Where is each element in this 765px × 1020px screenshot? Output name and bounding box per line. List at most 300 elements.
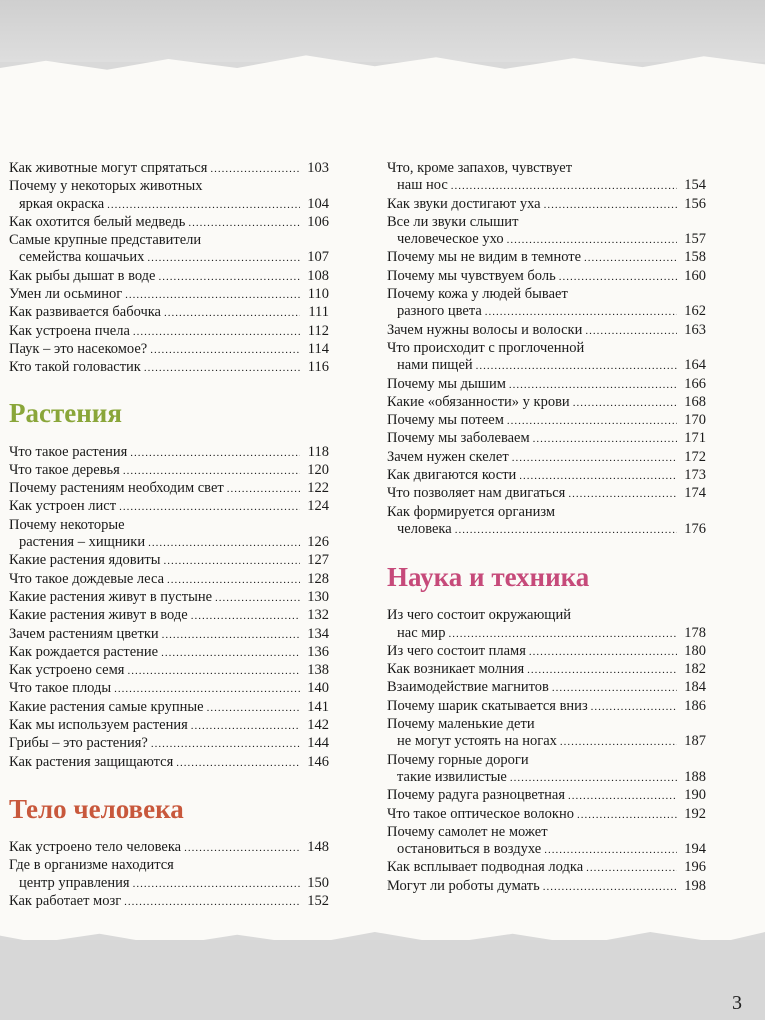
dot-leader <box>176 754 300 772</box>
dot-leader <box>586 859 677 877</box>
dot-leader <box>191 607 300 625</box>
toc-entry[interactable] <box>9 341 329 359</box>
toc-entry-page: 194 <box>684 841 706 858</box>
toc-entry-page: 198 <box>684 877 706 894</box>
toc-entry-title: центр управления <box>19 874 130 891</box>
dot-leader <box>507 412 677 430</box>
dot-leader <box>210 160 300 178</box>
toc-group-plants <box>9 444 329 772</box>
toc-entry[interactable] <box>387 787 706 805</box>
toc-left-column <box>9 160 329 911</box>
toc-entry-page: 116 <box>307 359 329 376</box>
toc-entry-title-line: Где в организме находится <box>9 857 174 874</box>
toc-entry-title: Зачем растениям цветки <box>9 625 159 642</box>
toc-entry-page: 118 <box>307 443 329 460</box>
dot-leader <box>507 231 677 249</box>
toc-entry[interactable] <box>9 754 329 772</box>
toc-entry-title: Как устроен лист <box>9 498 117 515</box>
toc-entry[interactable] <box>387 286 706 322</box>
dot-leader <box>159 268 301 286</box>
toc-entry-row <box>387 322 706 340</box>
toc-entry[interactable] <box>387 485 706 503</box>
toc-entry[interactable] <box>9 857 329 893</box>
dot-leader <box>162 626 300 644</box>
toc-entry-title-line: Как формируется организм <box>387 503 556 520</box>
dot-leader <box>119 498 300 516</box>
toc-entry-row <box>387 698 706 716</box>
toc-entry-row <box>9 534 329 552</box>
toc-entry-page: 148 <box>307 838 329 855</box>
toc-entry-title: Как возникает молния <box>387 661 525 678</box>
toc-entry-row <box>9 160 329 178</box>
toc-entry[interactable] <box>387 679 706 697</box>
toc-entry-title: Грибы – это растения? <box>9 735 148 752</box>
toc-entry-title: яркая окраска <box>19 195 105 212</box>
toc-entry-page: 106 <box>307 213 329 230</box>
dot-leader <box>509 376 677 394</box>
dot-leader <box>184 839 300 857</box>
dot-leader <box>150 341 300 359</box>
toc-entry-title-line: Почему кожа у людей бывает <box>387 286 568 303</box>
toc-entry-row <box>9 196 329 214</box>
dot-leader <box>455 521 677 539</box>
dot-leader <box>215 589 300 607</box>
toc-entry-page: 144 <box>307 735 329 752</box>
toc-entry-page: 162 <box>684 303 706 320</box>
toc-entry-title-line: Что происходит с проглоченной <box>387 339 585 356</box>
toc-entry[interactable] <box>9 699 329 717</box>
toc-entry-title: Зачем нужен скелет <box>387 448 509 465</box>
dot-leader <box>114 680 300 698</box>
toc-entry[interactable] <box>387 376 706 394</box>
dot-leader <box>188 214 300 232</box>
toc-entry-page: 103 <box>307 160 329 176</box>
toc-entry-row <box>9 754 329 772</box>
toc-entry[interactable] <box>387 661 706 679</box>
toc-entry[interactable] <box>9 214 329 232</box>
toc-entry-title: Как рождается растение <box>9 643 159 660</box>
toc-group-body-right <box>387 160 706 539</box>
toc-entry-title-line: Почему маленькие дети <box>387 716 535 733</box>
toc-entry-title: Почему мы потеем <box>387 412 504 429</box>
toc-entry-row <box>387 521 706 539</box>
section-heading-plants: Растения <box>9 397 122 428</box>
toc-entry-page: 111 <box>308 304 329 321</box>
toc-entry-page: 130 <box>307 588 329 605</box>
toc-entry-page: 132 <box>307 607 329 624</box>
dot-leader <box>577 806 677 824</box>
toc-entry[interactable] <box>9 735 329 753</box>
toc-entry-title: нас мир <box>397 624 446 641</box>
toc-entry[interactable] <box>387 196 706 214</box>
toc-entry-title-line: Самые крупные представители <box>9 232 202 249</box>
toc-entry-page: 160 <box>684 267 706 284</box>
toc-entry[interactable] <box>9 626 329 644</box>
toc-entry-title: Как охотится белый медведь <box>9 213 186 230</box>
dot-leader <box>485 303 677 321</box>
dot-leader <box>163 552 300 570</box>
toc-entry-title: человека <box>397 520 452 537</box>
toc-entry-title: Почему мы заболеваем <box>387 430 530 447</box>
toc-entry-title: Как устроена пчела <box>9 322 130 339</box>
toc-entry-title: человеческое ухо <box>397 231 504 248</box>
toc-entry[interactable] <box>9 607 329 625</box>
toc-entry[interactable] <box>387 752 706 788</box>
dot-leader <box>544 196 677 214</box>
toc-entry-page: 168 <box>684 393 706 410</box>
toc-entry-page: 176 <box>684 520 706 537</box>
dot-leader <box>568 485 677 503</box>
toc-entry-row <box>387 859 706 877</box>
toc-entry-title: Как двигаются кости <box>387 467 517 484</box>
toc-entry-row <box>387 806 706 824</box>
toc-entry-row <box>9 480 329 498</box>
toc-entry-title-line: Из чего состоит окружающий <box>387 607 571 624</box>
toc-entry[interactable] <box>387 214 706 250</box>
toc-entry-page: 127 <box>307 552 329 569</box>
toc-entry[interactable] <box>9 662 329 680</box>
toc-entry-row <box>387 268 706 286</box>
toc-entry-title: Почему мы чувствуем боль <box>387 267 556 284</box>
bottom-background <box>0 940 765 1020</box>
toc-entry-row <box>387 449 706 467</box>
toc-entry-row <box>9 268 329 286</box>
toc-entry[interactable] <box>387 249 706 267</box>
toc-entry-title: Как рыбы дышат в воде <box>9 267 156 284</box>
toc-entry-row <box>387 679 706 697</box>
toc-entry-page: 172 <box>684 448 706 465</box>
toc-entry[interactable] <box>9 286 329 304</box>
toc-entry-row <box>9 644 329 662</box>
toc-entry-page: 136 <box>307 643 329 660</box>
toc-entry-page: 158 <box>684 249 706 266</box>
toc-entry[interactable] <box>9 232 329 268</box>
toc-entry[interactable] <box>387 160 706 196</box>
toc-entry-page: 187 <box>684 733 706 750</box>
toc-entry[interactable] <box>9 680 329 698</box>
toc-entry-title: Как устроено тело человека <box>9 838 182 855</box>
toc-entry-row <box>9 214 329 232</box>
toc-entry-title: Как растения защищаются <box>9 753 174 770</box>
toc-entry-page: 146 <box>307 753 329 770</box>
toc-entry-title: Зачем нужны волосы и волоски <box>387 321 583 338</box>
toc-entry-page: 134 <box>307 625 329 642</box>
toc-entry-page: 178 <box>684 624 706 641</box>
toc-entry-title: Какие растения живут в воде <box>9 607 188 624</box>
toc-entry-title: Как животные могут спрятаться <box>9 160 208 176</box>
toc-entry-title-line: Почему у некоторых животных <box>9 178 203 195</box>
dot-leader <box>191 717 300 735</box>
dot-leader <box>451 177 677 195</box>
toc-entry-title: Что такое оптическое волокно <box>387 805 574 822</box>
toc-entry-title: Как звуки достигают уха <box>387 195 541 212</box>
toc-group-animals <box>9 160 329 378</box>
toc-entry-row <box>9 249 329 267</box>
toc-entry[interactable] <box>9 498 329 516</box>
toc-entry-title: Как развивается бабочка <box>9 304 161 321</box>
toc-entry-title: Из чего состоит пламя <box>387 642 526 659</box>
toc-entry-row <box>9 735 329 753</box>
toc-entry[interactable] <box>387 806 706 824</box>
dot-leader <box>133 875 300 893</box>
toc-entry-page: 112 <box>307 322 329 339</box>
section-heading-human-body: Тело человека <box>9 793 184 824</box>
toc-entry-row <box>387 231 706 249</box>
toc-entry-row <box>9 626 329 644</box>
toc-entry-page: 174 <box>684 485 706 502</box>
toc-entry-title: Что такое деревья <box>9 461 120 478</box>
toc-entry-title: Почему шарик скатывается вниз <box>387 697 588 714</box>
toc-entry[interactable] <box>9 552 329 570</box>
toc-entry-page: 152 <box>307 892 329 909</box>
toc-entry-page: 138 <box>307 662 329 679</box>
toc-entry-page: 166 <box>684 375 706 392</box>
toc-entry[interactable] <box>387 607 706 643</box>
dot-leader <box>448 625 677 643</box>
toc-entry[interactable] <box>387 698 706 716</box>
toc-entry-page: 140 <box>307 680 329 697</box>
toc-entry-page: 124 <box>307 498 329 515</box>
toc-entry-row <box>387 841 706 859</box>
dot-leader <box>568 787 677 805</box>
dot-leader <box>124 893 300 911</box>
toc-entry-row <box>387 769 706 787</box>
toc-group-science <box>387 607 706 896</box>
toc-entry-title: Как работает мозг <box>9 892 122 909</box>
toc-entry-title: Что позволяет нам двигаться <box>387 485 566 502</box>
toc-entry-row <box>9 839 329 857</box>
toc-entry-row <box>387 787 706 805</box>
toc-entry-page: 163 <box>684 321 706 338</box>
toc-entry-title: Что такое плоды <box>9 680 112 697</box>
dot-leader <box>559 268 677 286</box>
dot-leader <box>127 662 300 680</box>
toc-entry-title: разного цвета <box>397 303 482 320</box>
toc-entry-page: 171 <box>684 430 706 447</box>
toc-entry-page: 164 <box>684 357 706 374</box>
dot-leader <box>148 534 300 552</box>
dot-leader <box>591 698 677 716</box>
toc-entry-title: нами пищей <box>397 357 473 374</box>
toc-entry-row <box>387 376 706 394</box>
toc-entry-title: Какие растения живут в пустыне <box>9 588 213 605</box>
toc-entry-page: 154 <box>684 177 706 194</box>
toc-entry[interactable] <box>9 839 329 857</box>
toc-entry-row <box>387 467 706 485</box>
toc-entry-row <box>9 323 329 341</box>
toc-entry-row <box>387 303 706 321</box>
toc-entry[interactable] <box>387 878 706 896</box>
toc-entry[interactable] <box>387 430 706 448</box>
toc-entry-page: 104 <box>307 195 329 212</box>
toc-entry[interactable] <box>387 449 706 467</box>
toc-entry-title-line: Почему горные дороги <box>387 751 529 768</box>
toc-entry-row <box>387 357 706 375</box>
toc-right-column <box>387 160 706 896</box>
toc-entry-page: 157 <box>684 231 706 248</box>
toc-entry-row <box>9 680 329 698</box>
dot-leader <box>227 480 300 498</box>
toc-entry[interactable] <box>9 160 329 178</box>
toc-entry-row <box>387 430 706 448</box>
dot-leader <box>476 357 677 375</box>
toc-entry[interactable] <box>9 517 329 553</box>
toc-entry-row <box>9 589 329 607</box>
toc-entry-title: Какие растения самые крупные <box>9 698 204 715</box>
toc-entry-page: 108 <box>307 267 329 284</box>
toc-entry-title: Могут ли роботы думать <box>387 877 540 894</box>
dot-leader <box>527 661 677 679</box>
toc-entry-title: Взаимодействие магнитов <box>387 679 549 696</box>
dot-leader <box>164 304 300 322</box>
dot-leader <box>107 196 300 214</box>
toc-entry[interactable] <box>9 304 329 322</box>
dot-leader <box>543 878 677 896</box>
toc-entry[interactable] <box>9 717 329 735</box>
toc-entry[interactable] <box>387 859 706 877</box>
toc-entry[interactable] <box>387 716 706 752</box>
toc-entry-row <box>387 643 706 661</box>
dot-leader <box>161 644 300 662</box>
toc-entry-page: 182 <box>684 661 706 678</box>
toc-entry[interactable] <box>387 504 706 540</box>
toc-entry-title: Что такое дождевые леса <box>9 570 165 587</box>
toc-entry-title: наш нос <box>397 177 448 194</box>
toc-entry-row <box>387 196 706 214</box>
toc-entry-row <box>387 485 706 503</box>
toc-entry-title: Как всплывает подводная лодка <box>387 859 584 876</box>
toc-entry[interactable] <box>9 178 329 214</box>
toc-entry-row <box>9 717 329 735</box>
section-heading-science: Наука и техника <box>387 562 590 593</box>
toc-entry-title: Как мы используем растения <box>9 717 188 734</box>
toc-entry-row <box>9 699 329 717</box>
toc-entry-page: 156 <box>684 195 706 212</box>
toc-entry-row <box>387 249 706 267</box>
toc-entry-row <box>9 462 329 480</box>
toc-entry-title-line: Что, кроме запахов, чувствует <box>387 160 573 176</box>
toc-entry-page: 173 <box>684 467 706 484</box>
dot-leader <box>133 323 300 341</box>
toc-entry[interactable] <box>387 412 706 430</box>
toc-entry[interactable] <box>9 480 329 498</box>
toc-entry[interactable] <box>387 340 706 376</box>
toc-entry[interactable] <box>9 444 329 462</box>
toc-entry-page: 170 <box>684 412 706 429</box>
toc-entry[interactable] <box>9 359 329 377</box>
toc-entry-row <box>387 625 706 643</box>
toc-entry[interactable] <box>387 268 706 286</box>
dot-leader <box>584 249 677 267</box>
toc-entry-title: Почему радуга разноцветная <box>387 787 566 804</box>
toc-entry[interactable] <box>9 462 329 480</box>
toc-entry-row <box>9 607 329 625</box>
toc-entry[interactable] <box>387 394 706 412</box>
toc-entry-row <box>9 875 329 893</box>
toc-entry[interactable] <box>9 589 329 607</box>
toc-entry-page: 184 <box>684 679 706 696</box>
dot-leader <box>207 699 300 717</box>
dot-leader <box>147 249 300 267</box>
top-background <box>0 0 765 62</box>
dot-leader <box>519 467 677 485</box>
toc-entry-page: 128 <box>307 570 329 587</box>
dot-leader <box>544 841 677 859</box>
dot-leader <box>512 449 677 467</box>
toc-entry-title: не могут устоять на ногах <box>397 733 557 750</box>
toc-entry-title: Умен ли осьминог <box>9 286 123 303</box>
toc-entry-row <box>9 286 329 304</box>
dot-leader <box>125 286 300 304</box>
toc-entry-row <box>9 304 329 322</box>
toc-entry[interactable] <box>387 467 706 485</box>
toc-entry-row <box>387 878 706 896</box>
toc-entry-row <box>387 661 706 679</box>
toc-entry-row <box>9 444 329 462</box>
dot-leader <box>144 359 300 377</box>
toc-entry-title: такие извилистые <box>397 768 507 785</box>
toc-entry-title: остановиться в воздухе <box>397 841 542 858</box>
toc-entry-title-line: Почему некоторые <box>9 516 125 533</box>
toc-entry-row <box>9 662 329 680</box>
page-number: 3 <box>732 992 742 1014</box>
toc-entry-page: 196 <box>684 859 706 876</box>
toc-entry-title: Что такое растения <box>9 443 128 460</box>
toc-entry-title: семейства кошачьих <box>19 249 145 266</box>
dot-leader <box>510 769 677 787</box>
toc-entry-page: 110 <box>307 286 329 303</box>
toc-entry-title: растения – хищники <box>19 534 146 551</box>
toc-entry-row <box>9 893 329 911</box>
dot-leader <box>529 643 677 661</box>
dot-leader <box>552 679 677 697</box>
dot-leader <box>151 735 300 753</box>
toc-entry-page: 141 <box>307 698 329 715</box>
toc-entry-page: 186 <box>684 697 706 714</box>
toc-entry-row <box>387 733 706 751</box>
toc-entry[interactable] <box>387 322 706 340</box>
toc-entry-title: Кто такой головастик <box>9 359 141 376</box>
dot-leader <box>130 444 300 462</box>
toc-entry[interactable] <box>387 643 706 661</box>
dot-leader <box>573 394 677 412</box>
toc-entry-page: 122 <box>307 480 329 497</box>
toc-entry[interactable] <box>9 571 329 589</box>
toc-entry-row <box>387 394 706 412</box>
dot-leader <box>167 571 300 589</box>
toc-entry[interactable] <box>387 824 706 860</box>
toc-entry[interactable] <box>9 893 329 911</box>
toc-entry-title: Как устроено семя <box>9 662 125 679</box>
toc-entry[interactable] <box>9 268 329 286</box>
toc-entry-page: 150 <box>307 874 329 891</box>
toc-entry[interactable] <box>9 323 329 341</box>
toc-entry-row <box>387 177 706 195</box>
toc-entry-title: Почему мы дышим <box>387 375 506 392</box>
toc-entry-title: Какие растения ядовиты <box>9 552 161 569</box>
toc-entry-page: 192 <box>684 805 706 822</box>
toc-entry-page: 188 <box>684 768 706 785</box>
toc-entry-row <box>9 341 329 359</box>
toc-entry-page: 142 <box>307 717 329 734</box>
toc-group-body-left <box>9 839 329 911</box>
toc-entry[interactable] <box>9 644 329 662</box>
toc-entry-title: Почему мы не видим в темноте <box>387 249 582 266</box>
toc-entry-row <box>387 412 706 430</box>
toc-entry-page: 107 <box>307 249 329 266</box>
toc-entry-page: 126 <box>307 534 329 551</box>
toc-entry-page: 190 <box>684 787 706 804</box>
